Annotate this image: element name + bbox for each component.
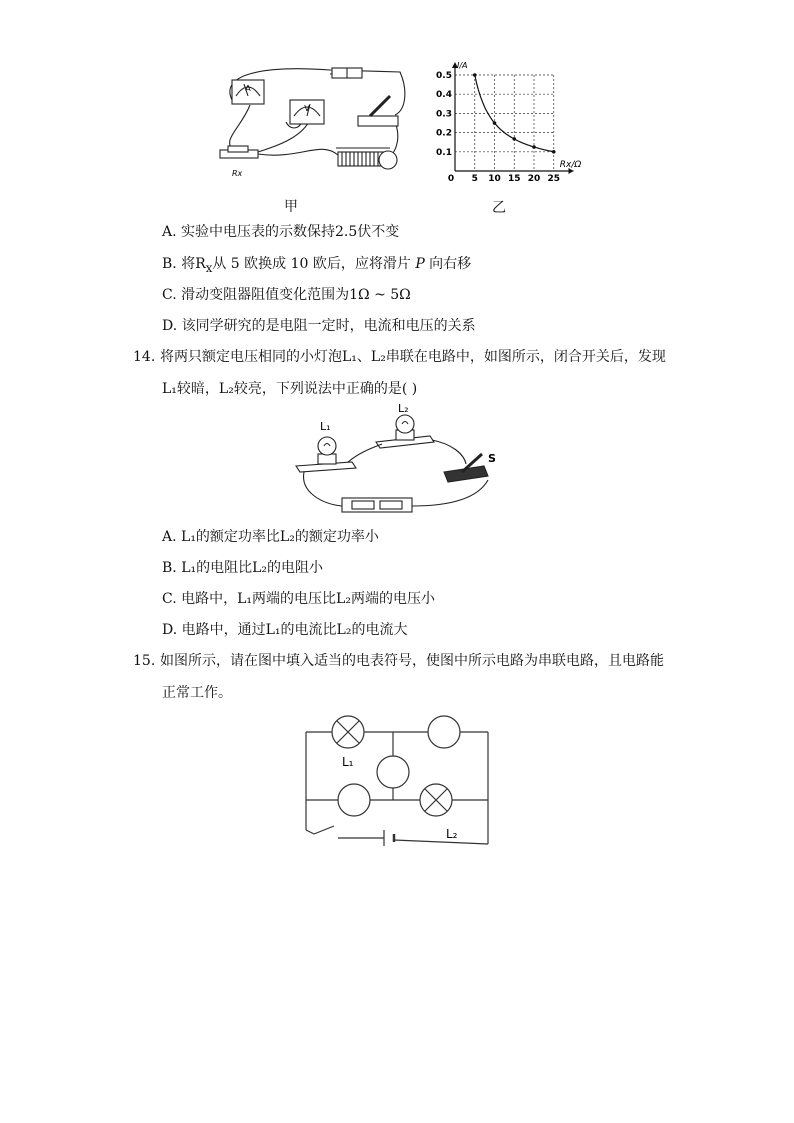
y-tick-label: 0.5 xyxy=(436,71,452,81)
q14-stem-line2: L₁较暗，L₂较亮，下列说法中正确的是( ) xyxy=(162,381,418,397)
x-tick-label: 15 xyxy=(507,174,521,184)
option-letter: A. xyxy=(162,224,177,240)
y-tick-label: 0.3 xyxy=(436,109,452,120)
y-tick-label: 0.4 xyxy=(436,90,452,101)
option-text: 电路中，通过L₁的电流比L₂的电流大 xyxy=(181,622,408,638)
q15-circuit-figure xyxy=(298,712,494,852)
data-point xyxy=(493,121,497,125)
option-text: 电路中，L₁两端的电压比L₂两端的电压小 xyxy=(181,591,435,607)
q14-option-a[interactable] xyxy=(162,528,379,546)
data-point xyxy=(512,137,516,141)
q14-option-c[interactable] xyxy=(162,590,435,608)
voltmeter-label: V xyxy=(304,104,310,113)
data-point xyxy=(532,145,536,149)
q13-option-c[interactable] xyxy=(162,286,411,304)
caption-jia: 甲 xyxy=(284,199,298,215)
x-tick-label: 10 xyxy=(488,174,501,184)
q15-stem-line1 xyxy=(133,652,664,670)
q13-option-d[interactable] xyxy=(162,317,476,335)
l1-label: L₁ xyxy=(342,755,354,769)
option-text: L₁的电阻比L₂的电阻小 xyxy=(181,560,324,576)
chart-axes xyxy=(452,62,574,174)
q13-option-a[interactable] xyxy=(162,223,399,241)
question-number: 14. xyxy=(133,349,156,365)
x-tick-label: 25 xyxy=(547,174,561,184)
option-letter: D. xyxy=(162,622,178,638)
chart-grid xyxy=(455,75,554,171)
l2-label: L₂ xyxy=(446,827,458,841)
option-text: 将$R_x$从 5 欧换成 10 欧后，应将滑片 P 向右移 xyxy=(181,256,472,275)
question-text: 将两只额定电压相同的小灯泡L₁、L₂串联在电路中，如图所示，闭合开关后，发现 xyxy=(160,349,666,365)
y-tick-label: 0.1 xyxy=(436,147,452,158)
data-point xyxy=(473,73,477,77)
switch-label: S xyxy=(488,452,496,465)
ammeter-label: A xyxy=(245,84,251,93)
option-letter: C. xyxy=(162,591,177,607)
chart-y-axis-label: I/A xyxy=(457,61,468,70)
q14-circuit-figure xyxy=(292,402,502,517)
q13-option-b[interactable] xyxy=(162,255,471,277)
x-tick-label: 20 xyxy=(527,174,541,184)
option-letter: D. xyxy=(162,318,178,334)
q14-option-d[interactable] xyxy=(162,621,407,639)
option-letter: B. xyxy=(162,560,177,576)
option-text: L₁的额定功率比L₂的额定功率小 xyxy=(181,529,379,545)
x-tick-label: 5 xyxy=(471,174,478,184)
question-number: 15. xyxy=(133,653,156,669)
x-tick-label: 0 xyxy=(447,174,455,184)
option-letter: A. xyxy=(162,529,177,545)
l2-label: L₂ xyxy=(398,402,409,415)
figure-yi-chart xyxy=(430,58,590,188)
y-tick-label: 0.2 xyxy=(436,128,452,139)
resistor-label: Rx xyxy=(232,169,243,178)
option-letter: C. xyxy=(162,287,177,303)
figure-jia-setup xyxy=(210,60,410,185)
option-text: 该同学研究的是电阻一定时，电流和电压的关系 xyxy=(181,318,476,334)
caption-yi: 乙 xyxy=(492,200,506,216)
q14-stem-line1 xyxy=(133,348,666,366)
question-text: 如图所示，请在图中填入适当的电表符号，使图中所示电路为串联电路，且电路能 xyxy=(160,653,664,669)
chart-x-axis-label: Rx/Ω xyxy=(559,160,582,170)
l1-label: L₁ xyxy=(320,420,331,433)
option-text: 实验中电压表的示数保持2.5伏不变 xyxy=(181,224,400,240)
option-letter: B. xyxy=(162,256,177,272)
q15-stem-line2: 正常工作。 xyxy=(162,685,232,701)
q14-option-b[interactable] xyxy=(162,559,323,577)
option-text: 滑动变阻器阻值变化范围为1Ω ~ 5Ω xyxy=(181,287,411,303)
data-point xyxy=(552,150,556,154)
